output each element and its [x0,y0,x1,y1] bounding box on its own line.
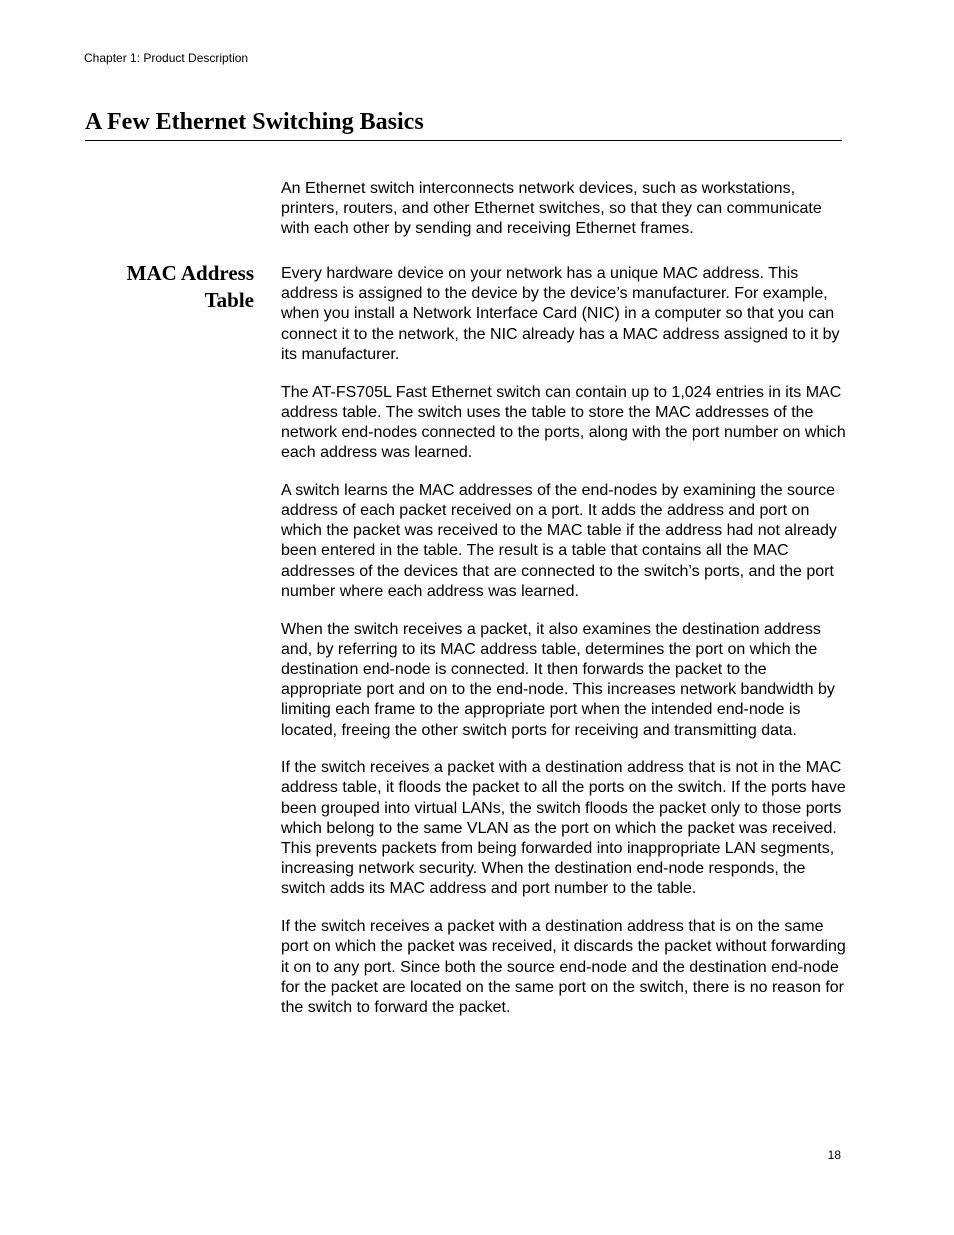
body-paragraph: When the switch receives a packet, it also examines the destination address and, by referring to its MAC address table, determines the port on which the destination end-node is connected. It then forwards the packet to the appropriate port and on to the end-node. This increases network bandwidth by limiting each frame to the appropriate port when the intended end-node is located, freeing the other switch ports for receiving and transmitting data. [281,620,835,739]
section-title: A Few Ethernet Switching Basics [85,106,842,141]
body-column [281,264,846,1036]
subsection-heading-line1: MAC Address [126,261,254,285]
body-paragraph: Every hardware device on your network has a unique MAC address. This address is assigned to the device by the device’s manufacturer. For example, when you install a Network Interface Card (NIC) in a computer so that you can connect it to the network, the NIC already has a MAC address assigned to it by its manufacturer. [281,265,840,363]
body-paragraph: A switch learns the MAC addresses of the end-nodes by examining the source address of each packet received on a port. It adds the address and port on which the packet was received to the MAC table if the address had not already been entered in the table. The result is a table that contains all the MAC addresses of the devices that are connected to the switch’s ports, and the port number where each address was learned. [281,481,837,600]
subsection-heading [84,260,254,314]
page-number: 18 [827,1148,841,1162]
subsection-heading-line2: Table [204,288,254,312]
body-paragraph: If the switch receives a packet with a destination address that is on the same port on which the packet was received, it discards the packet without forwarding it on to any port. Since both the source end-node and the destination end-node for the packet are located on the same port on the switch, there is no reason for the switch to forward the packet. [281,918,846,1016]
intro-paragraph: An Ethernet switch interconnects network devices, such as workstations, printers, routers, and other Ethernet switches, so that they can communicate with each other by sending and receiving Ethernet frames. [281,180,822,238]
body-paragraph: If the switch receives a packet with a destination address that is not in the MAC address table, it floods the packet to all the ports on the switch. If the ports have been grouped into virtual LANs, the switch floods the packet only to those ports which belong to the same VLAN as the port on which the packet was received. This prevents packets from being forwarded into inappropriate LAN segments, increasing network security. When the destination end-node responds, the switch adds its MAC address and port number to the table. [281,759,846,898]
body-paragraph: The AT-FS705L Fast Ethernet switch can contain up to 1,024 entries in its MAC address table. The switch uses the table to store the MAC addresses of the network end-nodes connected to the ports, along with the port number on which each address was learned. [281,383,846,462]
running-header: Chapter 1: Product Description [84,51,249,65]
